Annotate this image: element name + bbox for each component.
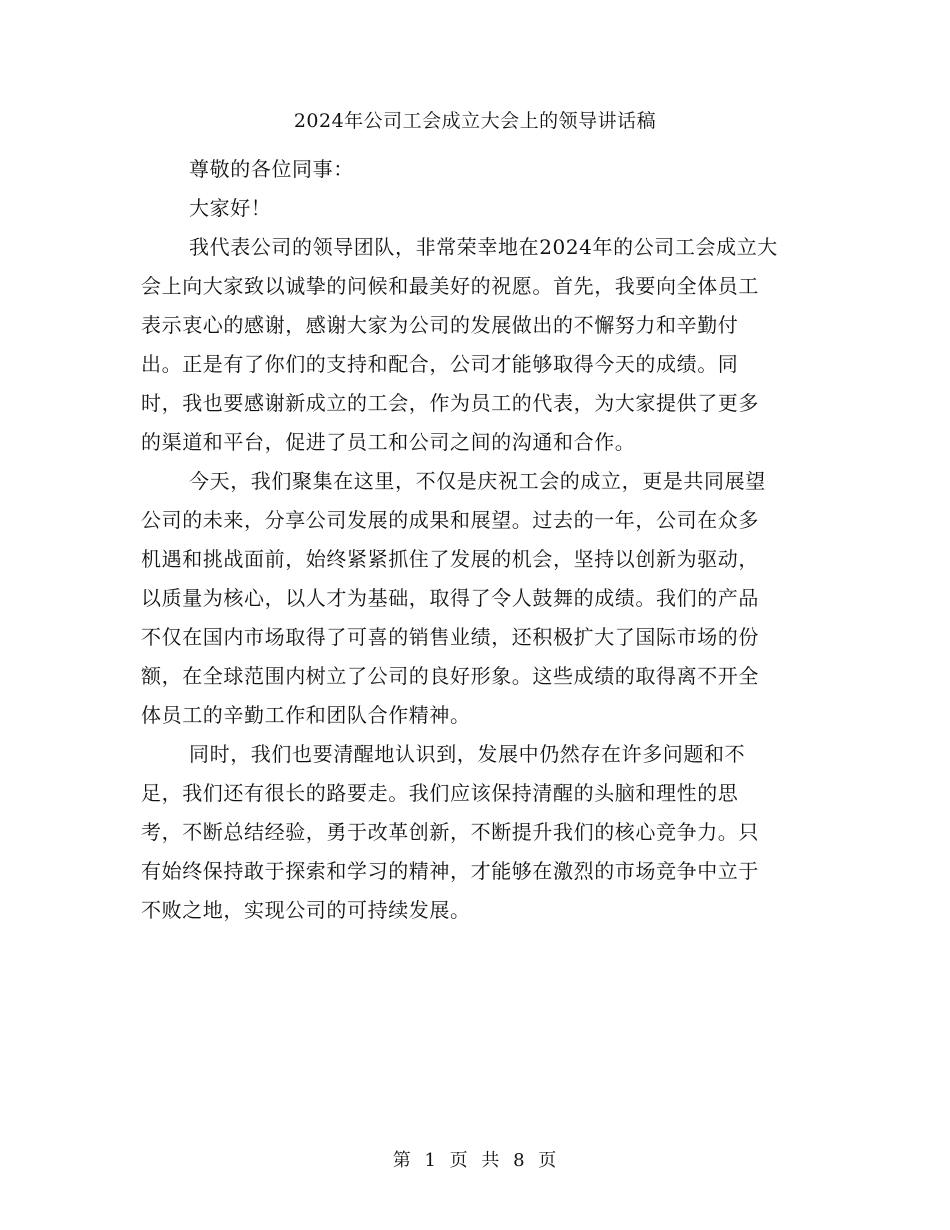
paragraph-2 [141,462,821,735]
document-title: 2024年公司工会成立大会上的领导讲话稿 [293,110,657,132]
paragraph-line: 会上向大家致以诚挚的问候和最美好的祝愿。首先，我要向全体员工 [141,274,759,298]
paragraph-line: 不败之地，实现公司的可持续发展。 [141,898,471,922]
paragraph-line: 公司的未来，分享公司发展的成果和展望。过去的一年，公司在众多 [141,508,759,532]
document-body [141,150,821,930]
paragraph-line: 的渠道和平台，促进了员工和公司之间的沟通和合作。 [141,430,636,454]
paragraph-line: 我代表公司的领导团队，非常荣幸地在2024年的公司工会成立大 [189,235,778,259]
paragraph-line: 足，我们还有很长的路要走。我们应该保持清醒的头脑和理性的思 [141,781,739,805]
paragraph-3 [141,735,821,930]
page-footer [0,1146,950,1176]
paragraph-line: 时，我也要感谢新成立的工会，作为员工的代表，为大家提供了更多 [141,391,759,415]
paragraph-line: 考，不断总结经验，勇于改革创新，不断提升我们的核心竞争力。只 [141,820,759,844]
paragraph-line: 同时，我们也要清醒地认识到，发展中仍然存在许多问题和不 [189,742,746,766]
paragraph-line: 有始终保持敢于探索和学习的精神，才能够在激烈的市场竞争中立于 [141,859,759,883]
paragraph-line: 表示衷心的感谢，感谢大家为公司的发展做出的不懈努力和辛勤付 [141,313,739,337]
paragraph-line: 出。正是有了你们的支持和配合，公司才能够取得今天的成绩。同 [141,352,739,376]
greeting: 大家好！ [189,196,272,220]
salutation: 尊敬的各位同事： [189,157,354,181]
paragraph-line: 额，在全球范围内树立了公司的良好形象。这些成绩的取得离不开全 [141,664,759,688]
paragraph-line: 以质量为核心，以人才为基础，取得了令人鼓舞的成绩。我们的产品 [141,586,759,610]
paragraph-line: 机遇和挑战面前，始终紧紧抓住了发展的机会，坚持以创新为驱动， [141,547,759,571]
page-number-indicator: 第 1 页 共 8 页 [392,1150,558,1171]
paragraph-1 [141,228,821,462]
paragraph-line: 体员工的辛勤工作和团队合作精神。 [141,703,471,727]
paragraph-line: 今天，我们聚集在这里，不仅是庆祝工会的成立，更是共同展望 [189,469,766,493]
paragraph-line: 不仅在国内市场取得了可喜的销售业绩，还积极扩大了国际市场的份 [141,625,759,649]
